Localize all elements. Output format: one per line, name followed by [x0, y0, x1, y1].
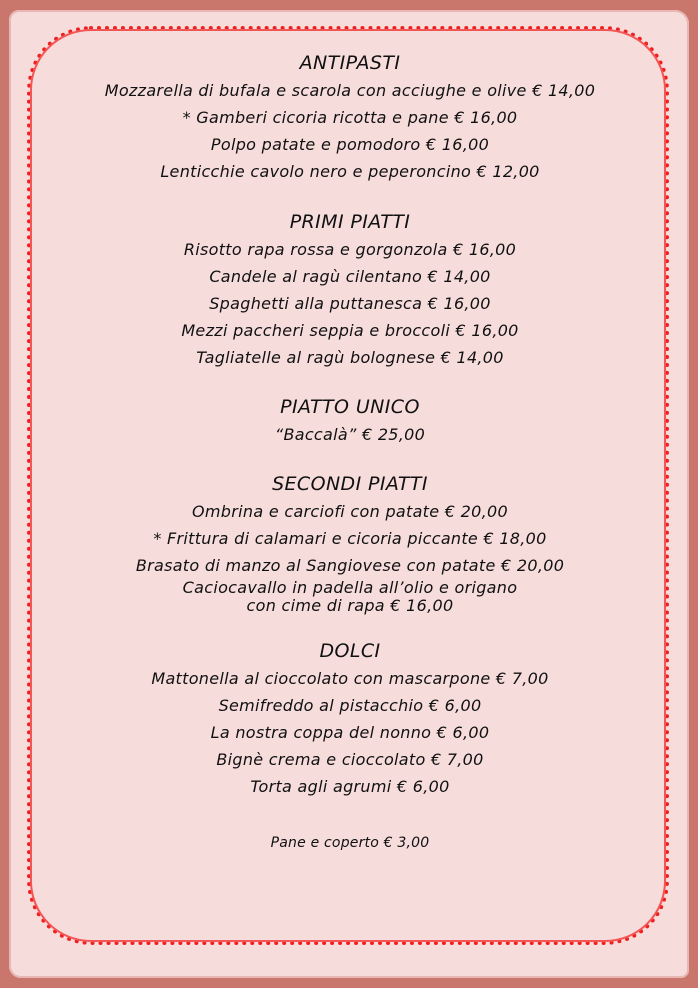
menu-item: Mattonella al cioccolato con mascarpone € 7,00	[151, 669, 549, 688]
menu-item: * Frittura di calamari e cicoria piccante € 18,00	[153, 529, 547, 548]
menu-item: Polpo patate e pomodoro € 16,00	[210, 135, 490, 154]
section-title-antipasti: ANTIPASTI	[299, 52, 401, 74]
menu-item: Tagliatelle al ragù bolognese € 14,00	[196, 348, 504, 367]
menu-item: Bignè crema e cioccolato € 7,00	[216, 750, 484, 769]
menu-item-line: con cime di rapa € 16,00	[246, 596, 454, 615]
menu-item: Mozzarella di bufala e scarola con acciughe e olive € 14,00	[104, 81, 596, 100]
menu-item: “Baccalà” € 25,00	[274, 425, 426, 444]
menu-item: Semifreddo al pistacchio € 6,00	[218, 696, 482, 715]
restaurant-menu	[90, 49, 610, 853]
menu-item: La nostra coppa del nonno € 6,00	[210, 723, 490, 742]
menu-item: Torta agli agrumi € 6,00	[250, 777, 450, 796]
section-title-primi-piatti: PRIMI PIATTI	[289, 211, 411, 233]
menu-item: * Gamberi cicoria ricotta e pane € 16,00	[182, 108, 518, 127]
menu-item-multiline	[90, 579, 610, 615]
menu-item: Candele al ragù cilentano € 14,00	[209, 267, 491, 286]
menu-item-line: Caciocavallo in padella all’olio e origano	[182, 578, 518, 597]
section-title-dolci: DOLCI	[319, 640, 381, 662]
section-primi-piatti	[90, 208, 610, 371]
section-title-secondi-piatti: SECONDI PIATTI	[272, 473, 428, 495]
section-antipasti	[90, 49, 610, 185]
menu-footer: Pane e coperto € 3,00	[270, 835, 430, 851]
menu-item: Mezzi paccheri seppia e broccoli € 16,00	[181, 321, 519, 340]
menu-item: Lenticchie cavolo nero e peperoncino € 12,00	[160, 162, 540, 181]
section-dolci	[90, 637, 610, 800]
section-secondi-piatti	[90, 470, 610, 615]
section-piatto-unico	[90, 393, 610, 448]
menu-item: Risotto rapa rossa e gorgonzola € 16,00	[183, 240, 517, 259]
menu-item: Ombrina e carciofi con patate € 20,00	[192, 502, 508, 521]
section-title-piatto-unico: PIATTO UNICO	[280, 396, 420, 418]
menu-item: Spaghetti alla puttanesca € 16,00	[209, 294, 491, 313]
menu-item: Brasato di manzo al Sangiovese con patate € 20,00	[135, 556, 565, 575]
